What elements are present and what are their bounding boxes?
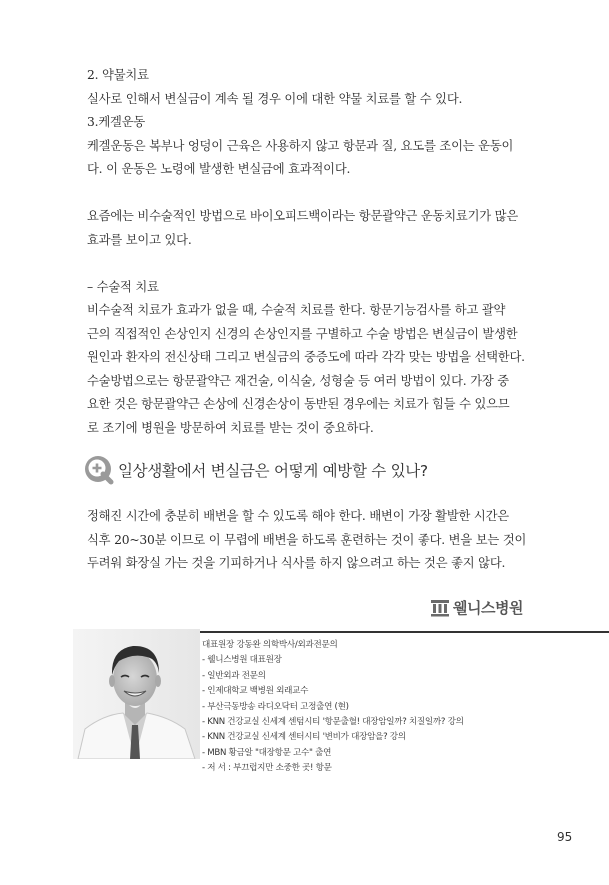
- heading-kegel: 3.케겔운동: [87, 115, 146, 129]
- surgical-text-line1: 비수술적 치료가 효과가 없을 때, 수술적 치료를 한다. 항문기능검사를 하고 괄약: [87, 303, 506, 317]
- profile-item: - 일반외과 전문의: [202, 670, 266, 681]
- profile-item: 대표원장 강동완 의학박사/외과전문의: [202, 640, 338, 650]
- prevention-text-line2: 식후 20~30분 이므로 이 무렵에 배변을 하도록 훈련하는 것이 좋다. 변을 보는 것이: [87, 532, 527, 547]
- biofeedback-text-line1: 요즘에는 비수술적인 방법으로 바이오피드백이라는 항문괄약근 운동치료기가 많은: [87, 209, 519, 223]
- surgical-text-line2: 근의 직접적인 손상인지 신경의 손상인지를 구별하고 수술 방법은 변실금이 발생한: [87, 326, 518, 341]
- question-title: 일상생활에서 변실금은 어떻게 예방할 수 있나?: [118, 462, 428, 480]
- profile-item: - 웰니스병원 대표원장: [202, 655, 282, 666]
- profile-item: - 인제대학교 백병원 외래교수: [202, 686, 309, 697]
- profile-item: - MBN 황금알 "대장항문 고수" 출연: [202, 747, 332, 758]
- heading-drug-therapy: 2. 약물치료: [87, 68, 149, 82]
- profile-divider: [200, 631, 609, 633]
- hospital-name: 웰니스병원: [453, 599, 523, 617]
- kegel-text-line1: 케겔운동은 복부나 엉덩이 근육은 사용하지 않고 항문과 질, 요도를 조이는 운동이: [87, 138, 514, 153]
- biofeedback-text-line2: 효과를 보이고 있다.: [87, 232, 192, 247]
- heading-surgical: – 수술적 치료: [87, 279, 159, 294]
- prevention-text-line1: 정해진 시간에 충분히 배변을 할 수 있도록 해야 한다. 배변이 가장 활발한 시간은: [87, 509, 509, 523]
- doctor-profile-list: [202, 638, 582, 777]
- profile-item: - KNN 건강교실 신세계 센텀시티 '항문출혈! 대장암일까? 치질일까? 강의: [202, 717, 464, 728]
- question-heading: [84, 455, 554, 485]
- surgical-text-line5: 요한 것은 항문괄약근 손상에 신경손상이 동반된 경우에는 치료가 힘들 수 있으므: [87, 397, 510, 411]
- profile-item: - 저 서 : 부끄럽지만 소중한 곳! 항문: [202, 763, 332, 774]
- surgical-text-line6: 로 조기에 병원을 방문하여 치료를 받는 것이 중요하다.: [87, 420, 374, 435]
- hospital-logo: [430, 597, 523, 618]
- kegel-text-line2: 다. 이 운동은 노령에 발생한 변실금에 효과적이다.: [87, 162, 351, 176]
- magnifier-plus-icon: [84, 455, 114, 485]
- prevention-section: [87, 505, 544, 576]
- hospital-logo-icon: [430, 598, 450, 618]
- surgical-text-line3: 원인과 환자의 전신상태 그리고 변실금의 중증도에 따라 각각 맞는 방법을 선택한다.: [87, 350, 525, 364]
- treatment-section: [87, 64, 544, 440]
- drug-therapy-text: 실사로 인해서 변실금이 계속 될 경우 이에 대한 약물 치료를 할 수 있다.: [87, 91, 463, 106]
- profile-item: - 부산극동방송 라디오닥터 고정출연 (현): [202, 701, 349, 712]
- profile-item: - KNN 건강교실 신세계 센터시티 '변비가 대장암을? 강의: [202, 732, 406, 743]
- doctor-portrait: [73, 629, 200, 759]
- surgical-text-line4: 수술방법으로는 항문괄약근 재건술, 이식술, 성형술 등 여러 방법이 있다. 가장 중: [87, 373, 509, 388]
- doctor-photo: [73, 629, 200, 759]
- prevention-text-line3: 두려워 화장실 가는 것을 기피하거나 식사를 하지 않으려고 하는 것은 좋지 않다.: [87, 556, 506, 570]
- page-number: 95: [557, 830, 573, 844]
